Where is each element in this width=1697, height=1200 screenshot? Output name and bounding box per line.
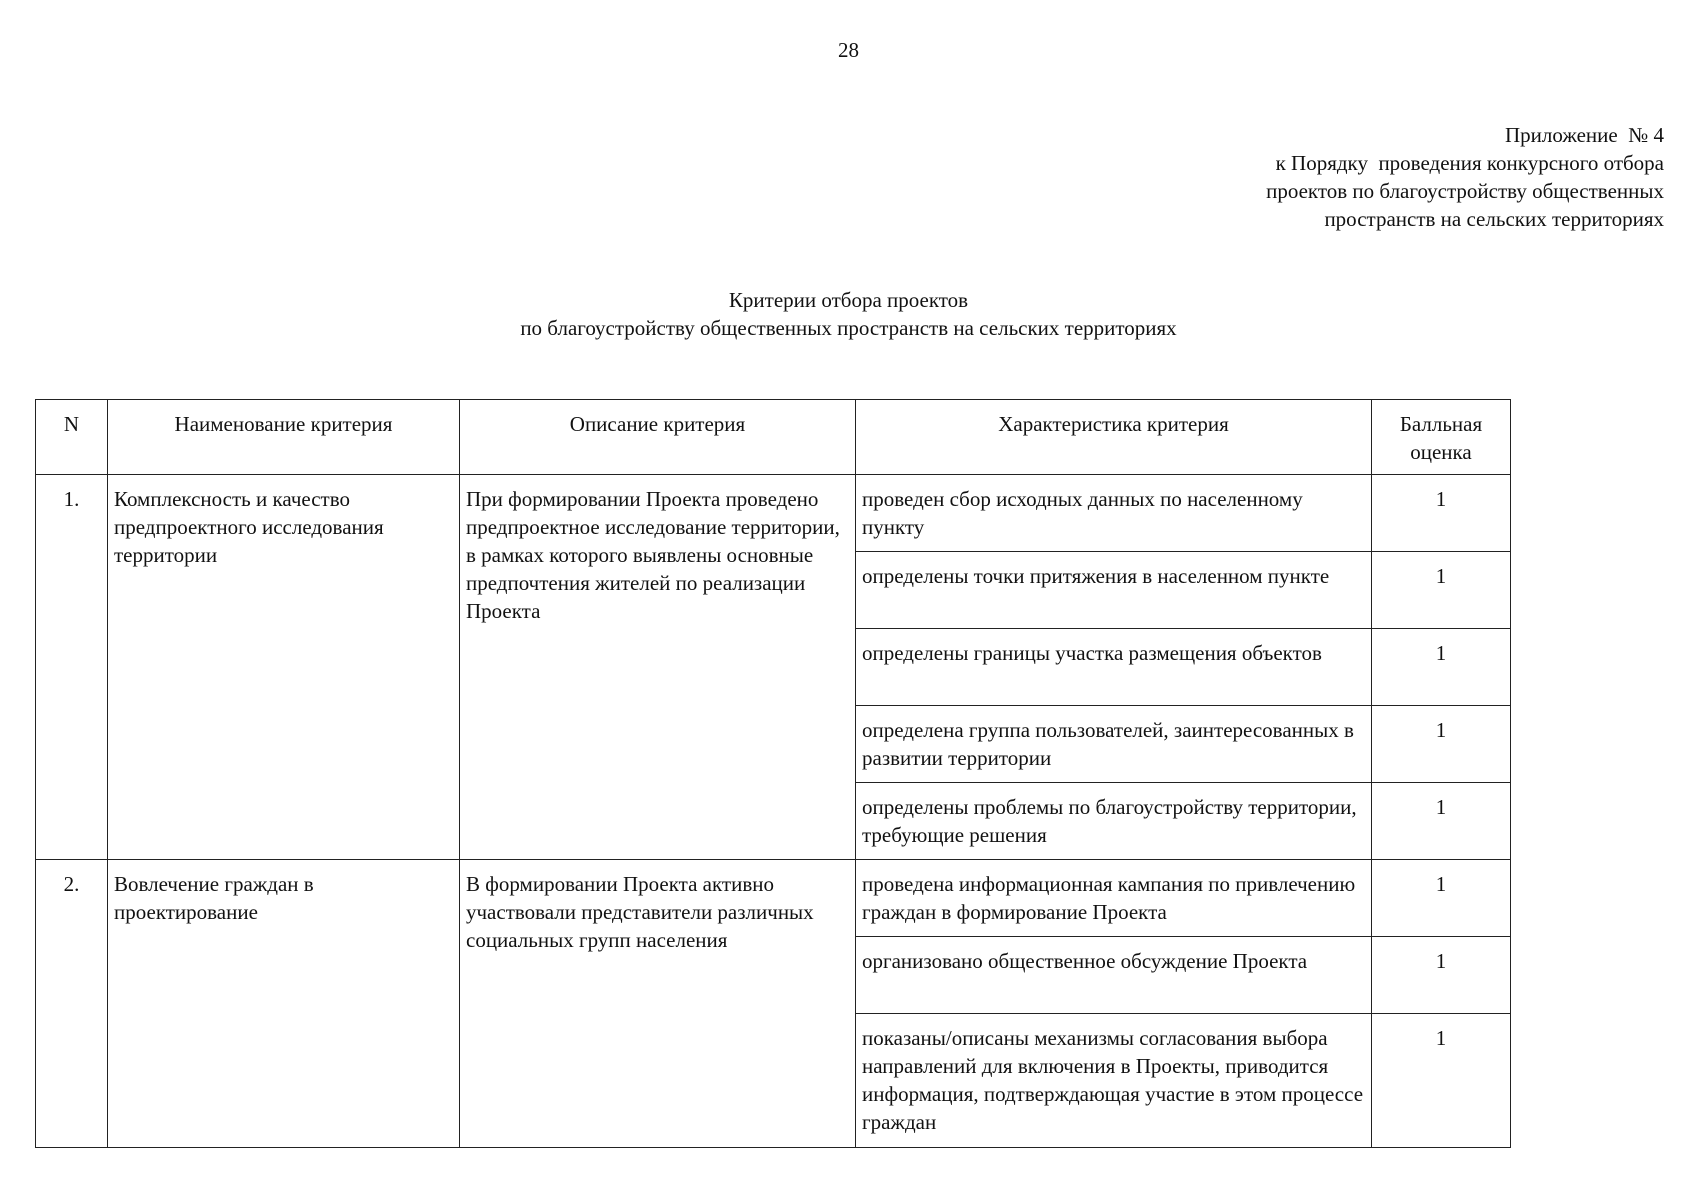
- appendix-note: [1266, 121, 1664, 233]
- criterion-score: 1: [1372, 860, 1511, 937]
- header-characteristic: Характеристика критерия: [856, 400, 1372, 475]
- criterion-name: Вовлечение граждан в проектирование: [108, 860, 460, 1148]
- criterion-characteristic: показаны/описаны механизмы согласования выбора направлений для включения в Проекты, приводится информация, подтверждающая участие в этом процессе граждан: [856, 1014, 1372, 1148]
- criterion-characteristic: организовано общественное обсуждение Проекта: [856, 937, 1372, 1014]
- header-score: Балльная оценка: [1372, 400, 1511, 475]
- criterion-score: 1: [1372, 552, 1511, 629]
- criterion-number: 2.: [36, 860, 108, 1148]
- appendix-line: Приложение № 4: [1505, 123, 1664, 147]
- criterion-characteristic: проведена информационная кампания по привлечению граждан в формирование Проекта: [856, 860, 1372, 937]
- criterion-score: 1: [1372, 783, 1511, 860]
- criterion-description: В формировании Проекта активно участвовали представители различных социальных групп населения: [460, 860, 856, 1148]
- criterion-name: Комплексность и качество предпроектного исследования территории: [108, 475, 460, 860]
- appendix-line: пространств на сельских территориях: [1324, 207, 1664, 231]
- header-description: Описание критерия: [460, 400, 856, 475]
- header-n: N: [36, 400, 108, 475]
- criterion-characteristic: определена группа пользователей, заинтересованных в развитии территории: [856, 706, 1372, 783]
- title-line-2: по благоустройству общественных пространств на сельских территориях: [520, 316, 1177, 340]
- criterion-characteristic: определены проблемы по благоустройству территории, требующие решения: [856, 783, 1372, 860]
- criteria-table: [35, 399, 1511, 1148]
- criterion-characteristic: проведен сбор исходных данных по населенному пункту: [856, 475, 1372, 552]
- table-row: [36, 475, 1511, 552]
- criterion-score: 1: [1372, 937, 1511, 1014]
- criterion-description: При формировании Проекта проведено предпроектное исследование территории, в рамках которого выявлены основные предпочтения жителей по реализации Проекта: [460, 475, 856, 860]
- criterion-characteristic: определены границы участка размещения объектов: [856, 629, 1372, 706]
- title-line-1: Критерии отбора проектов: [728, 288, 969, 312]
- criterion-characteristic: определены точки притяжения в населенном пункте: [856, 552, 1372, 629]
- criterion-score: 1: [1372, 1014, 1511, 1148]
- criterion-score: 1: [1372, 629, 1511, 706]
- appendix-line: к Порядку проведения конкурсного отбора: [1275, 151, 1664, 175]
- table-row: [36, 860, 1511, 937]
- appendix-line: проектов по благоустройству общественных: [1266, 179, 1664, 203]
- criterion-score: 1: [1372, 706, 1511, 783]
- criterion-number: 1.: [36, 475, 108, 860]
- header-name: Наименование критерия: [108, 400, 460, 475]
- table-header-row: [36, 400, 1511, 475]
- document-title: [0, 286, 1697, 342]
- criterion-score: 1: [1372, 475, 1511, 552]
- page-number: 28: [838, 38, 859, 62]
